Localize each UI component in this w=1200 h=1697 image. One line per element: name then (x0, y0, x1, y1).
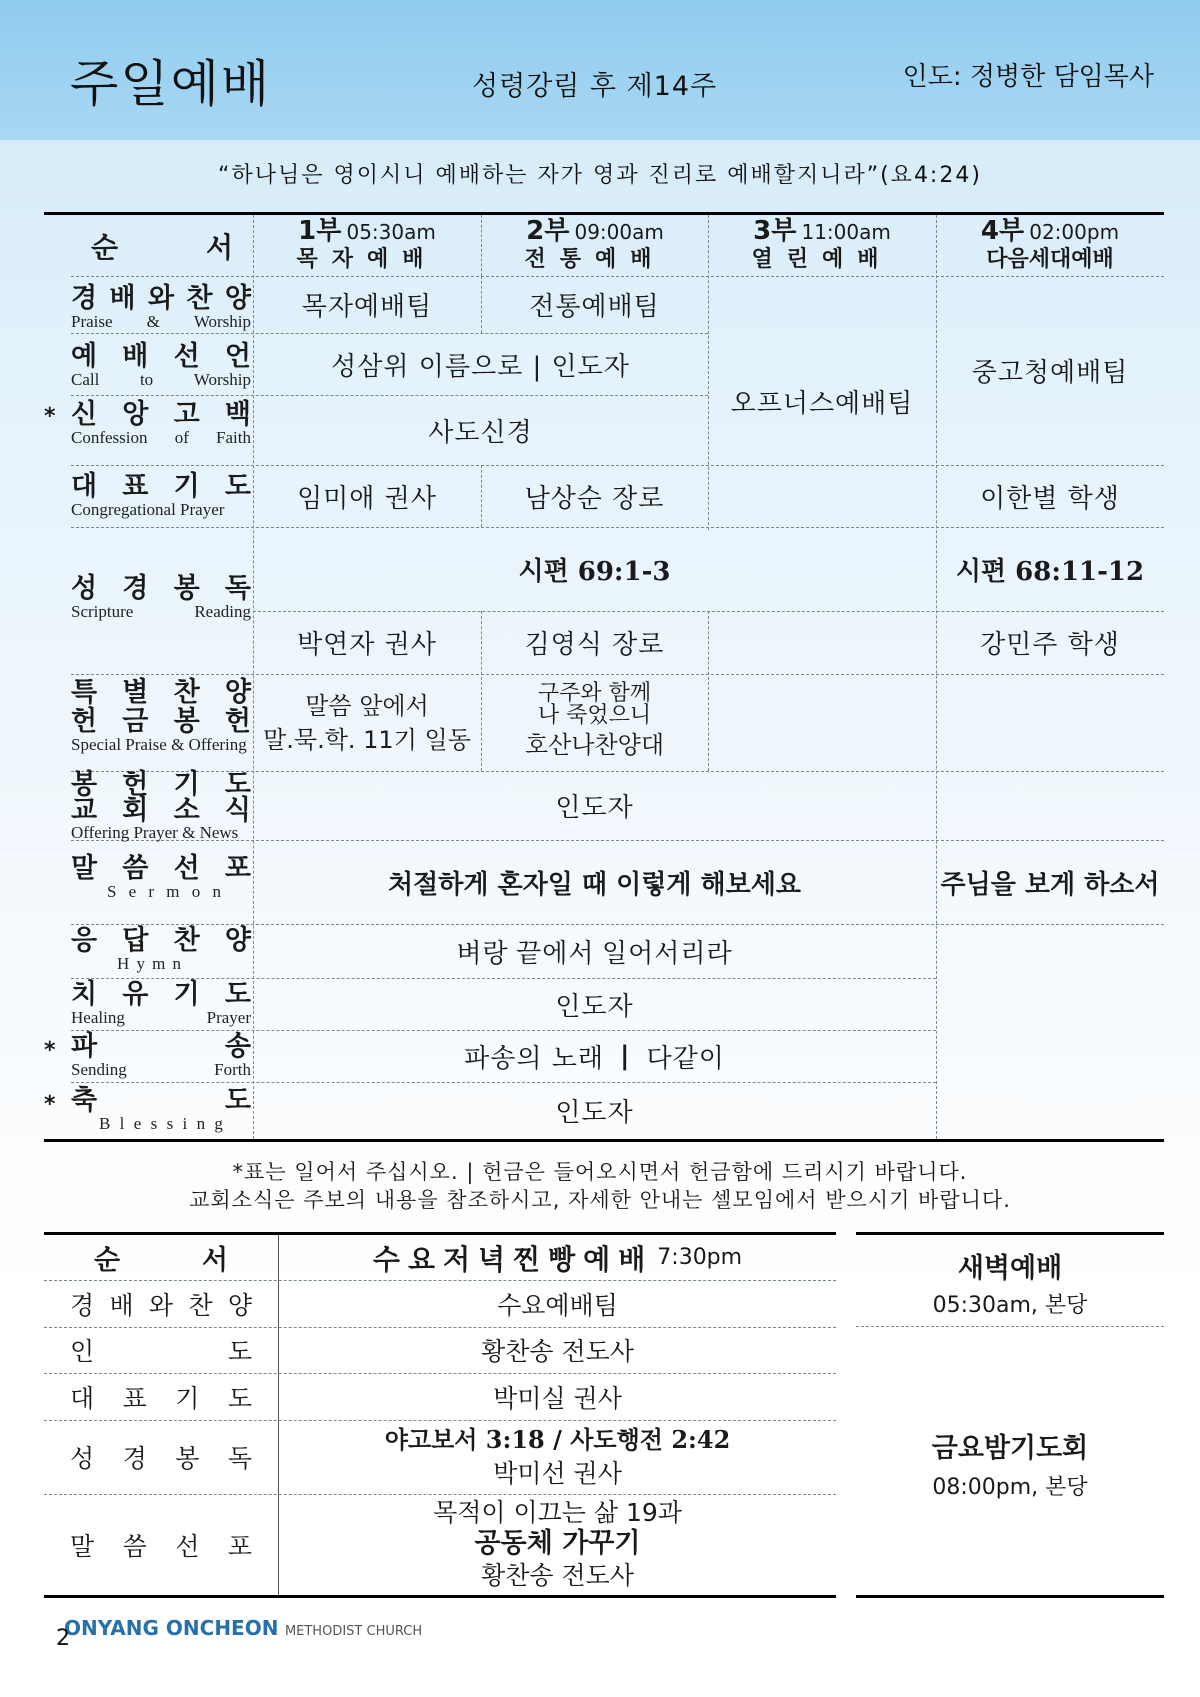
wed-value-prayer: 박미실 권사 (493, 1383, 622, 1413)
special-performer: 호산나찬양대 (524, 730, 665, 759)
wed-title-text: 수요저녁찐빵예배 (372, 1242, 654, 1276)
separator: | (620, 1041, 631, 1071)
special-song-title: 구주와 함께 (537, 680, 652, 706)
wed-value-praise: 수요예배팀 (497, 1290, 618, 1320)
dawn-service-time: 05:30am, 본당 (932, 1293, 1088, 1318)
sending-who: 다같이 (646, 1043, 725, 1074)
row-label-scripture: 성 경 봉 독 Scripture Reading (71, 573, 251, 621)
service-num: 4부 (980, 216, 1025, 246)
wed-label-leader: 인 도 (70, 1337, 252, 1366)
wed-value-sermon (279, 1494, 836, 1595)
service-name: 열린예배 (751, 247, 893, 272)
col-divider (708, 611, 709, 771)
scripture-reader-2: 김영식 장로 (524, 630, 665, 660)
row-label-blessing: 축 도 B l e s s i n g (71, 1085, 251, 1133)
order-header-char: 순 (91, 230, 119, 264)
wed-value-leader: 황찬송 전도사 (481, 1337, 634, 1366)
service-time: 02:00pm (1029, 220, 1120, 244)
special-1 (253, 674, 481, 771)
wed-sermon-preacher: 황찬송 전도사 (481, 1560, 634, 1590)
sermon-title-4: 주님을 보게 하소서 (940, 869, 1160, 900)
page-number: 2 (56, 1626, 70, 1651)
wed-order-header: 순 서 (94, 1245, 228, 1276)
wed-label-scripture: 성 경 봉 독 (70, 1444, 252, 1473)
wed-scripture-text: 야고보서 3:18 / 사도행전 2:42 (384, 1425, 731, 1454)
table-bottom-rule (44, 1595, 836, 1598)
other-services-box (856, 1232, 1164, 1598)
wed-sermon-title: 공동체 가꾸기 (474, 1527, 641, 1559)
scripture-text-4: 시편 68:11-12 (955, 556, 1145, 587)
table-bottom-rule (44, 1139, 1164, 1142)
leader-label: 인도: 정병한 담임목사 (902, 62, 1154, 92)
wed-title (279, 1235, 836, 1280)
scripture-reader-1: 박연자 권사 (297, 630, 437, 660)
church-logo (64, 1616, 422, 1640)
stand-marker: * (44, 404, 56, 429)
row-label-sermon: 말 씀 선 포 S e r m o n (71, 853, 251, 901)
wed-value-scripture (279, 1420, 836, 1494)
wed-time: 7:30pm (657, 1245, 743, 1270)
wed-label-sermon: 말 씀 선 포 (70, 1531, 252, 1561)
sermon-title-123: 처절하게 혼자일 때 이렇게 해보세요 (388, 869, 801, 900)
service-1-header (253, 218, 481, 276)
sending-123 (253, 1030, 936, 1082)
praise-1: 목자예배팀 (301, 292, 433, 322)
service-num: 3부 (753, 216, 797, 246)
hymn-123: 벼랑 끝에서 일어서리라 (456, 938, 733, 968)
offering-123: 인도자 (555, 793, 634, 823)
creed-12: 사도신경 (428, 417, 533, 448)
row-label-call: 예 배 선 언 Call to Worship (71, 341, 251, 389)
service-name: 다음세대예배 (986, 247, 1114, 272)
call-12: 성삼위 이름으로 | 인도자 (331, 351, 630, 382)
service-name: 목자예배 (296, 247, 438, 272)
special-performer: 말.묵.학. 11기 일동 (263, 725, 471, 754)
wednesday-service-table (44, 1232, 836, 1598)
verse-quote: “하나님은 영이시니 예배하는 자가 영과 진리로 예배할지니라”(요4:24) (218, 163, 982, 188)
service-num: 2부 (526, 216, 570, 246)
row-label-hymn: 응 답 찬 양 H y m n (71, 925, 251, 973)
special-2 (481, 674, 708, 771)
order-header (71, 215, 253, 276)
dawn-service-title: 새벽예배 (957, 1253, 1063, 1284)
row-label-creed: 신 앙 고 백 Confession of Faith (71, 399, 251, 447)
service-name: 전통예배 (524, 247, 666, 272)
scripture-text-123: 시편 69:1-3 (518, 556, 671, 587)
wed-scripture-reader: 박미선 권사 (493, 1459, 622, 1488)
stand-marker: * (44, 1038, 56, 1063)
youth-team-4: 중고청예배팀 (971, 358, 1129, 388)
row-label-sending: 파 송 Sending Forth (71, 1031, 251, 1079)
note-line-1: *표는 일어서 주십시오. | 헌금은 들어오시면서 헌금함에 드리시기 바랍니다. (232, 1160, 968, 1184)
wed-label-prayer: 대 표 기 도 (70, 1383, 252, 1413)
logo-subtext: METHODIST CHURCH (284, 1624, 423, 1639)
row-divider (856, 1326, 1164, 1327)
box-top-rule (856, 1232, 1164, 1235)
special-song-title: 말씀 앞에서 (305, 691, 429, 720)
wed-sermon-series: 목적이 이끄는 삶 19과 (433, 1497, 682, 1527)
service-num: 1부 (298, 216, 342, 246)
service-4-header (936, 218, 1164, 276)
note-line-2: 교회소식은 주보의 내용을 참조하시고, 자세한 안내는 셀모임에서 받으시기 바랍니다. (189, 1188, 1011, 1212)
service-order-table (44, 212, 1164, 1142)
week-label: 성령강림 후 제14주 (472, 71, 718, 102)
service-time: 05:30am (346, 220, 436, 244)
praise-2: 전통예배팀 (529, 292, 660, 322)
stand-marker: * (44, 1092, 56, 1117)
service-time: 09:00am (574, 220, 664, 244)
logo-text: ONYANG ONCHEON (64, 1616, 279, 1640)
service-2-header (481, 218, 709, 276)
service-3-header (708, 218, 936, 276)
service-time: 11:00am (801, 220, 891, 244)
prayer-2: 남상순 장로 (524, 483, 665, 514)
prayer-4: 이한별 학생 (980, 483, 1120, 514)
blessing-123: 인도자 (555, 1098, 634, 1128)
row-label-prayer: 대 표 기 도 Congregational Prayer (71, 471, 251, 519)
scripture-reader-4: 강민주 학생 (980, 630, 1120, 660)
row-label-offering: 봉 헌 기 도 교 회 소 식 Offering Prayer & News (71, 769, 251, 842)
healing-123: 인도자 (555, 991, 634, 1022)
special-song-title: 나 죽었으니 (537, 702, 652, 728)
row-label-healing: 치 유 기 도 Healing Prayer (71, 979, 251, 1027)
friday-service-time: 08:00pm, 본당 (932, 1475, 1088, 1500)
sending-song: 파송의 노래 (464, 1043, 604, 1074)
box-bottom-rule (856, 1595, 1164, 1598)
prayer-1: 임미애 권사 (297, 483, 437, 514)
friday-service-title: 금요밤기도회 (931, 1433, 1089, 1464)
row-label-praise: 경 배 와 찬 양 Praise & Worship (71, 283, 251, 331)
wed-label-praise: 경 배 와 찬 양 (70, 1290, 252, 1320)
open-team-3: 오프너스예배팀 (730, 389, 914, 419)
row-label-special: 특 별 찬 양 헌 금 봉 헌 Special Praise & Offering (71, 677, 251, 754)
order-header-char: 서 (205, 230, 233, 264)
page-title: 주일예배 (70, 55, 272, 113)
